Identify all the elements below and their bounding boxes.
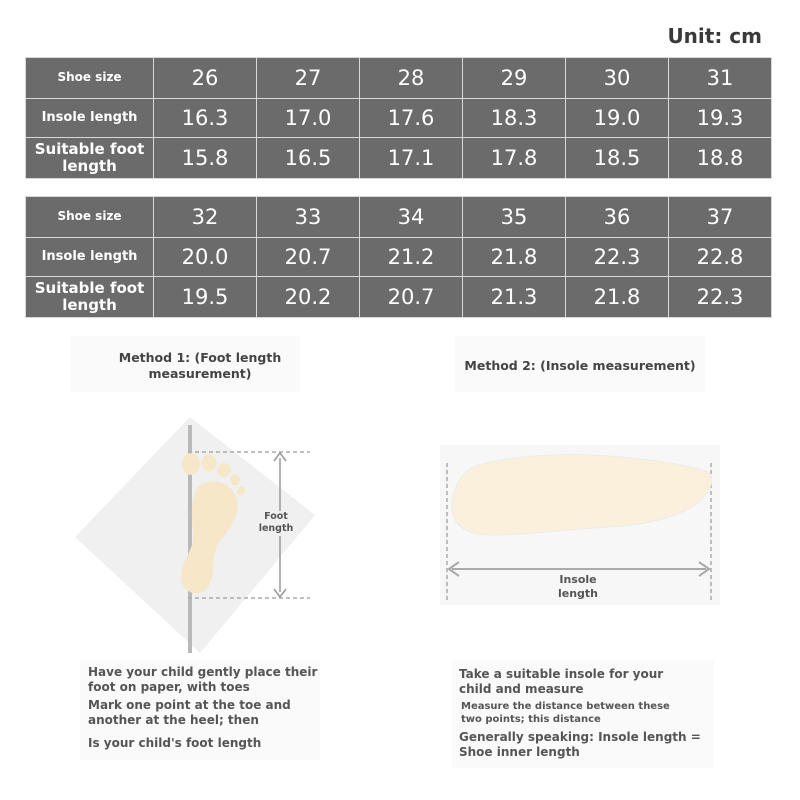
size-cell: 35 (463, 197, 566, 238)
size-row (26, 197, 772, 238)
foot-cell: 17.1 (360, 138, 463, 179)
size-table-2 (25, 196, 772, 318)
foot-cell: 18.5 (566, 138, 669, 179)
size-row (26, 58, 772, 99)
size-cell: 37 (669, 197, 772, 238)
size-cell: 26 (154, 58, 257, 99)
insole-cell: 17.0 (257, 99, 360, 138)
size-cell: 31 (669, 58, 772, 99)
method1-step1: Have your child gently place their foot on paper, with toes (88, 665, 318, 694)
foot-length-label: Foot length (254, 511, 298, 536)
row-label-shoe-size: Shoe size (26, 58, 154, 99)
insole-cell: 18.3 (463, 99, 566, 138)
method1-title: Method 1: (Foot length measurement) (118, 350, 282, 382)
foot-cell: 18.8 (669, 138, 772, 179)
insole-cell: 16.3 (154, 99, 257, 138)
size-cell: 33 (257, 197, 360, 238)
insole-row (26, 238, 772, 277)
insole-cell: 22.3 (566, 238, 669, 277)
insole-cell: 17.6 (360, 99, 463, 138)
size-cell: 27 (257, 58, 360, 99)
insole-cell: 21.2 (360, 238, 463, 277)
insole-row (26, 99, 772, 138)
method1-step3: Is your child's foot length (88, 736, 262, 750)
size-cell: 29 (463, 58, 566, 99)
size-cell: 30 (566, 58, 669, 99)
size-cell: 28 (360, 58, 463, 99)
foot-cell: 17.8 (463, 138, 566, 179)
method2-step2: Measure the distance between these two points; this distance (461, 701, 670, 725)
foot-cell: 22.3 (669, 277, 772, 318)
foot-cell: 20.2 (257, 277, 360, 318)
insole-cell: 21.8 (463, 238, 566, 277)
size-cell: 32 (154, 197, 257, 238)
size-cell: 36 (566, 197, 669, 238)
foot-cell: 21.8 (566, 277, 669, 318)
foot-cell: 15.8 (154, 138, 257, 179)
method2-step1: Take a suitable insole for your child and measure (459, 667, 664, 696)
row-label-shoe-size: Shoe size (26, 197, 154, 238)
foot-cell: 19.5 (154, 277, 257, 318)
unit-label: Unit: cm (667, 24, 762, 48)
size-cell: 34 (360, 197, 463, 238)
foot-cell: 20.7 (360, 277, 463, 318)
foot-cell: 21.3 (463, 277, 566, 318)
row-label-foot-length: Suitable foot length (26, 138, 154, 179)
insole-cell: 20.0 (154, 238, 257, 277)
row-label-insole-length: Insole length (26, 99, 154, 138)
foot-row (26, 277, 772, 318)
row-label-insole-length: Insole length (26, 238, 154, 277)
foot-cell: 16.5 (257, 138, 360, 179)
insole-cell: 22.8 (669, 238, 772, 277)
method1-step2: Mark one point at the toe and another at the heel; then (88, 698, 291, 727)
insole-cell: 20.7 (257, 238, 360, 277)
foot-row (26, 138, 772, 179)
insole-cell: 19.3 (669, 99, 772, 138)
method2-step3: Generally speaking: Insole length = Shoe inner length (459, 730, 701, 759)
row-label-foot-length: Suitable foot length (26, 277, 154, 318)
size-table-1 (25, 57, 772, 179)
insole-length-label: Insole length (550, 573, 606, 602)
method2-title: Method 2: (Insole measurement) (464, 358, 696, 373)
insole-cell: 19.0 (566, 99, 669, 138)
